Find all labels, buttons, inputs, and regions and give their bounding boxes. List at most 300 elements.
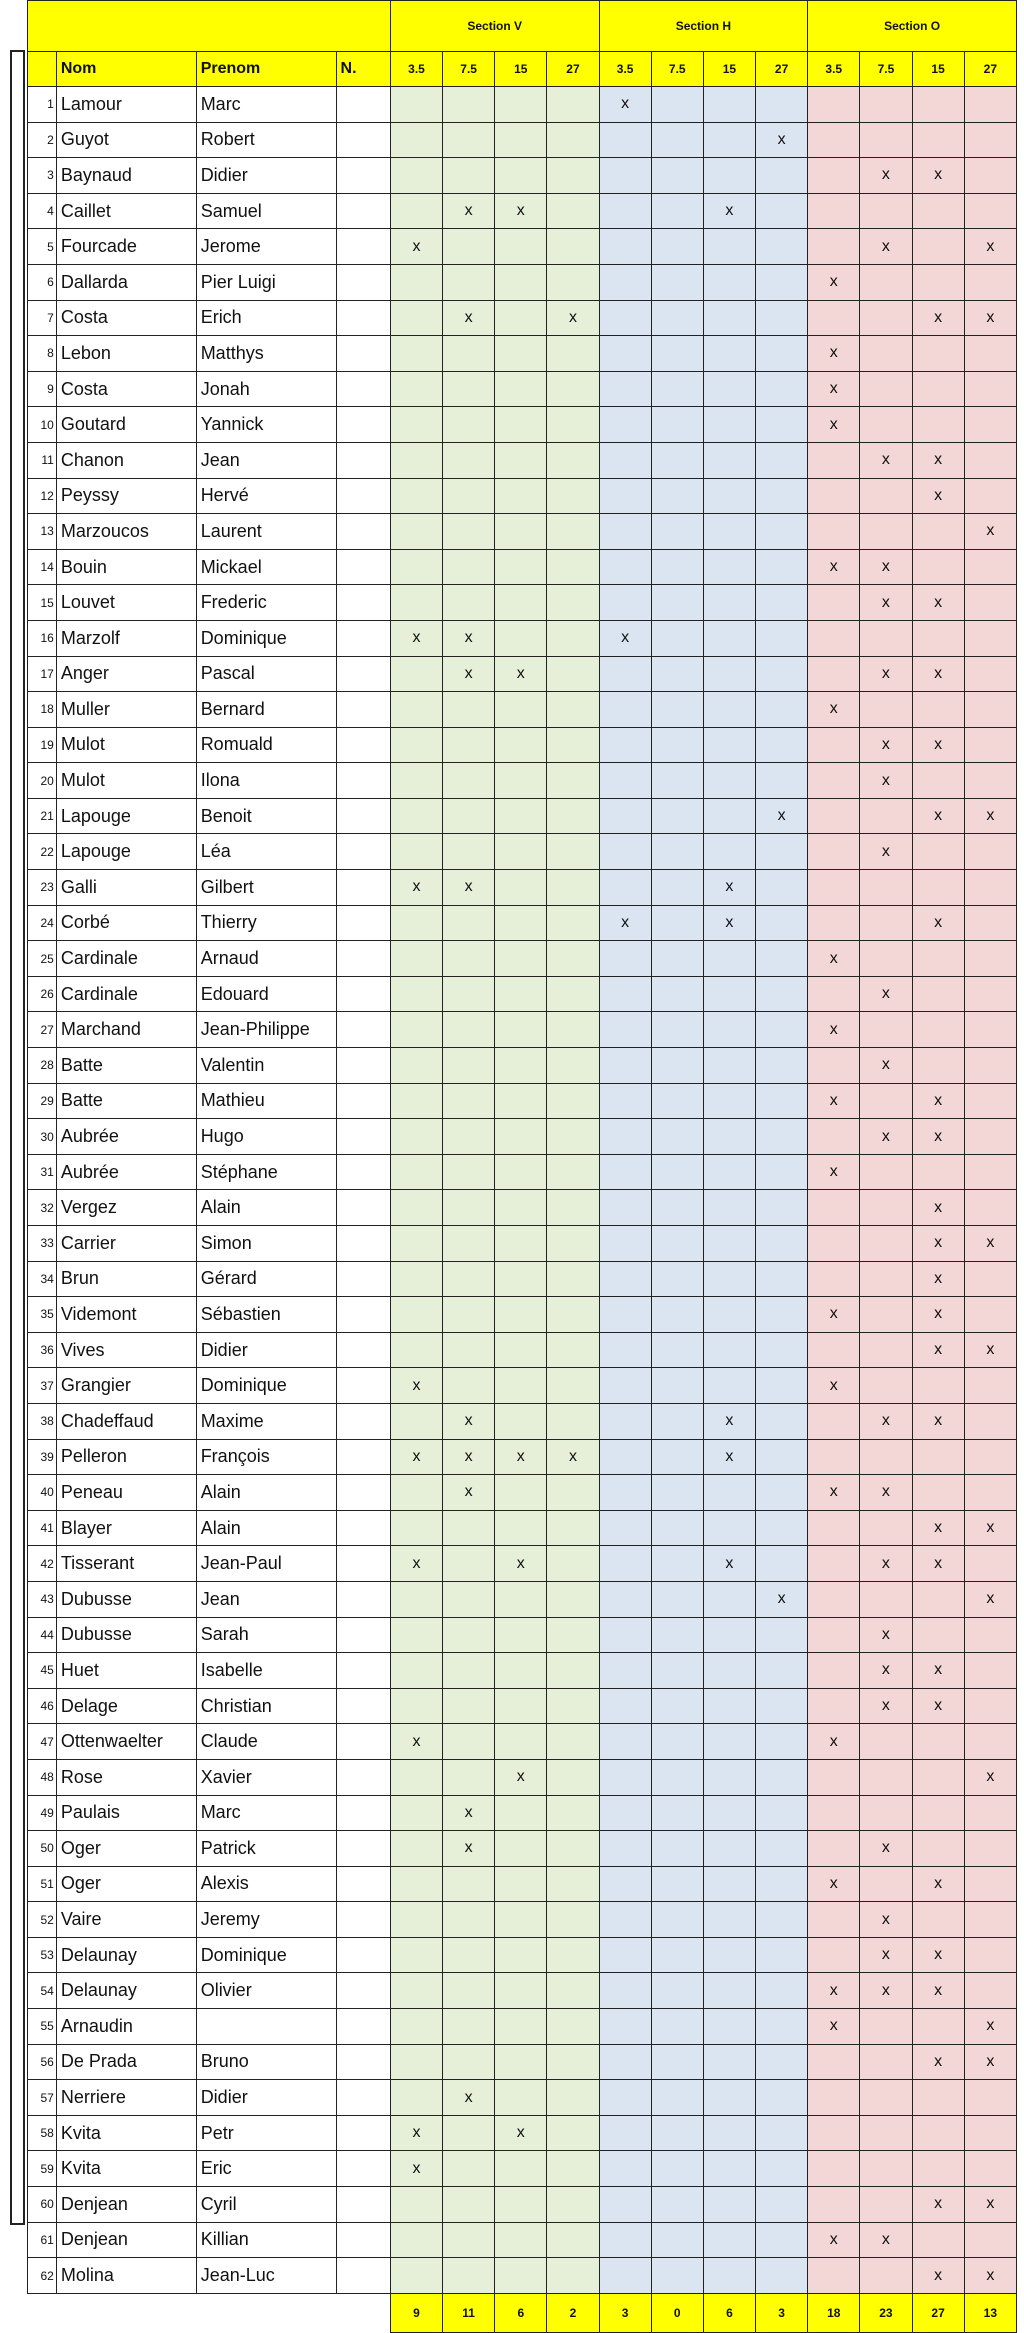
n-cell[interactable] [336,407,390,443]
mark-cell[interactable] [860,1368,912,1404]
mark-cell[interactable] [860,2187,912,2223]
mark-cell[interactable] [964,2115,1016,2151]
mark-cell[interactable]: x [912,2044,964,2080]
mark-cell[interactable] [808,585,860,621]
mark-cell[interactable] [808,1902,860,1938]
mark-cell[interactable] [443,1653,495,1689]
mark-cell[interactable]: x [808,371,860,407]
prenom-cell[interactable]: Didier [196,158,336,194]
mark-cell[interactable] [651,442,703,478]
mark-cell[interactable] [547,870,599,906]
mark-cell[interactable] [651,905,703,941]
mark-cell[interactable] [443,442,495,478]
mark-cell[interactable] [599,193,651,229]
mark-cell[interactable] [495,371,547,407]
mark-cell[interactable] [703,727,755,763]
mark-cell[interactable] [390,1226,442,1262]
mark-cell[interactable] [599,1119,651,1155]
mark-cell[interactable] [964,763,1016,799]
nom-cell[interactable]: Corbé [56,905,196,941]
mark-cell[interactable] [547,2115,599,2151]
mark-cell[interactable]: x [912,478,964,514]
mark-cell[interactable]: x [860,1403,912,1439]
mark-cell[interactable] [964,2080,1016,2116]
mark-cell[interactable] [390,1332,442,1368]
mark-cell[interactable] [651,798,703,834]
mark-cell[interactable] [703,514,755,550]
mark-cell[interactable] [860,870,912,906]
nom-cell[interactable]: Peneau [56,1475,196,1511]
mark-cell[interactable] [599,1831,651,1867]
mark-cell[interactable] [443,1546,495,1582]
mark-cell[interactable] [808,229,860,265]
mark-cell[interactable] [912,514,964,550]
mark-cell[interactable]: x [912,1332,964,1368]
mark-cell[interactable] [651,1546,703,1582]
mark-cell[interactable]: x [808,1083,860,1119]
mark-cell[interactable] [599,1866,651,1902]
mark-cell[interactable] [390,798,442,834]
mark-cell[interactable] [912,1012,964,1048]
mark-cell[interactable] [756,2080,808,2116]
mark-cell[interactable] [964,122,1016,158]
mark-cell[interactable] [547,2222,599,2258]
mark-cell[interactable]: x [443,193,495,229]
prenom-cell[interactable]: Hervé [196,478,336,514]
mark-cell[interactable]: x [860,585,912,621]
mark-cell[interactable] [756,229,808,265]
mark-cell[interactable] [495,692,547,728]
nom-cell[interactable]: Ottenwaelter [56,1724,196,1760]
mark-cell[interactable] [495,1083,547,1119]
mark-cell[interactable] [495,2044,547,2080]
n-cell[interactable] [336,2222,390,2258]
mark-cell[interactable] [495,1866,547,1902]
mark-cell[interactable] [390,763,442,799]
mark-cell[interactable]: x [808,1973,860,2009]
mark-cell[interactable] [599,2258,651,2294]
mark-cell[interactable] [703,1226,755,1262]
mark-cell[interactable] [964,1795,1016,1831]
mark-cell[interactable]: x [808,264,860,300]
mark-cell[interactable] [651,300,703,336]
prenom-cell[interactable]: Dominique [196,1937,336,1973]
mark-cell[interactable] [703,1688,755,1724]
prenom-cell[interactable]: Romuald [196,727,336,763]
mark-cell[interactable] [599,976,651,1012]
mark-cell[interactable] [756,1048,808,1084]
mark-cell[interactable] [756,549,808,585]
mark-cell[interactable] [703,478,755,514]
mark-cell[interactable] [756,478,808,514]
mark-cell[interactable] [547,478,599,514]
mark-cell[interactable] [651,2044,703,2080]
mark-cell[interactable] [495,1226,547,1262]
mark-cell[interactable] [443,2115,495,2151]
mark-cell[interactable] [703,2044,755,2080]
mark-cell[interactable] [651,122,703,158]
mark-cell[interactable] [860,1866,912,1902]
prenom-cell[interactable]: Frederic [196,585,336,621]
mark-cell[interactable] [599,1297,651,1333]
mark-cell[interactable]: x [703,1403,755,1439]
mark-cell[interactable]: x [703,1439,755,1475]
mark-cell[interactable] [808,442,860,478]
mark-cell[interactable] [651,1297,703,1333]
mark-cell[interactable] [964,1297,1016,1333]
mark-cell[interactable]: x [443,870,495,906]
mark-cell[interactable] [599,1581,651,1617]
mark-cell[interactable] [390,1688,442,1724]
mark-cell[interactable] [547,1332,599,1368]
mark-cell[interactable] [808,2080,860,2116]
mark-cell[interactable]: x [912,1403,964,1439]
mark-cell[interactable] [390,585,442,621]
mark-cell[interactable] [703,1083,755,1119]
mark-cell[interactable] [547,1724,599,1760]
mark-cell[interactable] [599,1475,651,1511]
mark-cell[interactable] [703,1724,755,1760]
mark-cell[interactable] [964,1439,1016,1475]
mark-cell[interactable] [599,1190,651,1226]
mark-cell[interactable] [443,1332,495,1368]
mark-cell[interactable] [495,941,547,977]
nom-cell[interactable]: Marzolf [56,620,196,656]
mark-cell[interactable] [651,158,703,194]
mark-cell[interactable] [651,2115,703,2151]
mark-cell[interactable] [912,2009,964,2045]
mark-cell[interactable] [599,1332,651,1368]
mark-cell[interactable] [495,1403,547,1439]
nom-cell[interactable]: Caillet [56,193,196,229]
mark-cell[interactable] [599,336,651,372]
mark-cell[interactable] [651,1581,703,1617]
n-cell[interactable] [336,1581,390,1617]
mark-cell[interactable] [703,1368,755,1404]
mark-cell[interactable] [808,1546,860,1582]
mark-cell[interactable] [390,692,442,728]
mark-cell[interactable] [547,1190,599,1226]
mark-cell[interactable]: x [860,976,912,1012]
mark-cell[interactable] [808,193,860,229]
mark-cell[interactable] [703,1973,755,2009]
prenom-cell[interactable]: Léa [196,834,336,870]
mark-cell[interactable] [964,585,1016,621]
mark-cell[interactable] [495,336,547,372]
mark-cell[interactable] [756,1653,808,1689]
mark-cell[interactable] [756,1546,808,1582]
nom-cell[interactable]: Louvet [56,585,196,621]
prenom-cell[interactable]: Alain [196,1510,336,1546]
mark-cell[interactable] [495,1724,547,1760]
mark-cell[interactable]: x [703,193,755,229]
nom-cell[interactable]: Rose [56,1759,196,1795]
mark-cell[interactable] [651,834,703,870]
mark-cell[interactable]: x [808,1866,860,1902]
mark-cell[interactable] [599,727,651,763]
mark-cell[interactable] [964,620,1016,656]
mark-cell[interactable] [390,1510,442,1546]
mark-cell[interactable] [756,834,808,870]
nom-cell[interactable]: Marzoucos [56,514,196,550]
mark-cell[interactable] [651,1937,703,1973]
mark-cell[interactable]: x [599,905,651,941]
mark-cell[interactable] [495,1973,547,2009]
nom-cell[interactable]: Vaire [56,1902,196,1938]
prenom-cell[interactable]: Simon [196,1226,336,1262]
n-cell[interactable] [336,264,390,300]
mark-cell[interactable] [390,1119,442,1155]
mark-cell[interactable]: x [912,442,964,478]
mark-cell[interactable] [547,798,599,834]
mark-cell[interactable] [703,1012,755,1048]
nom-cell[interactable]: Dallarda [56,264,196,300]
mark-cell[interactable] [964,1012,1016,1048]
nom-cell[interactable]: Aubrée [56,1119,196,1155]
n-cell[interactable] [336,1866,390,1902]
mark-cell[interactable] [964,1831,1016,1867]
mark-cell[interactable] [964,193,1016,229]
n-cell[interactable] [336,1261,390,1297]
mark-cell[interactable]: x [860,2222,912,2258]
mark-cell[interactable] [703,229,755,265]
mark-cell[interactable] [860,1226,912,1262]
mark-cell[interactable] [912,407,964,443]
mark-cell[interactable] [599,1546,651,1582]
mark-cell[interactable] [390,1937,442,1973]
mark-cell[interactable] [756,1937,808,1973]
mark-cell[interactable] [599,1617,651,1653]
mark-cell[interactable] [651,2080,703,2116]
mark-cell[interactable] [860,798,912,834]
mark-cell[interactable] [964,656,1016,692]
nom-cell[interactable]: Pelleron [56,1439,196,1475]
prenom-cell[interactable]: Eric [196,2151,336,2187]
mark-cell[interactable] [860,514,912,550]
mark-cell[interactable]: x [964,2258,1016,2294]
mark-cell[interactable] [443,1617,495,1653]
nom-cell[interactable]: Mulot [56,727,196,763]
mark-cell[interactable]: x [912,905,964,941]
prenom-cell[interactable]: Dominique [196,620,336,656]
mark-cell[interactable]: x [495,2115,547,2151]
mark-cell[interactable] [860,905,912,941]
mark-cell[interactable] [390,1190,442,1226]
mark-cell[interactable] [703,1475,755,1511]
mark-cell[interactable] [651,1119,703,1155]
mark-cell[interactable] [860,193,912,229]
mark-cell[interactable] [547,727,599,763]
mark-cell[interactable] [495,1297,547,1333]
mark-cell[interactable] [756,336,808,372]
mark-cell[interactable]: x [860,1475,912,1511]
mark-cell[interactable] [547,620,599,656]
n-cell[interactable] [336,1048,390,1084]
mark-cell[interactable] [912,193,964,229]
mark-cell[interactable]: x [912,158,964,194]
mark-cell[interactable] [443,2258,495,2294]
mark-cell[interactable] [443,2187,495,2223]
mark-cell[interactable] [756,2115,808,2151]
n-cell[interactable] [336,514,390,550]
mark-cell[interactable] [443,1724,495,1760]
mark-cell[interactable] [443,1937,495,1973]
mark-cell[interactable] [808,2115,860,2151]
mark-cell[interactable] [390,1795,442,1831]
n-cell[interactable] [336,727,390,763]
mark-cell[interactable] [964,2222,1016,2258]
mark-cell[interactable] [808,478,860,514]
mark-cell[interactable] [599,300,651,336]
mark-cell[interactable] [756,1297,808,1333]
prenom-cell[interactable]: Claude [196,1724,336,1760]
prenom-cell[interactable]: Xavier [196,1759,336,1795]
mark-cell[interactable]: x [964,300,1016,336]
mark-cell[interactable] [756,620,808,656]
prenom-cell[interactable]: Didier [196,1332,336,1368]
mark-cell[interactable] [912,1617,964,1653]
mark-cell[interactable] [651,1475,703,1511]
mark-cell[interactable] [808,620,860,656]
mark-cell[interactable] [860,1154,912,1190]
mark-cell[interactable] [756,2187,808,2223]
mark-cell[interactable] [390,478,442,514]
mark-cell[interactable] [495,2151,547,2187]
mark-cell[interactable]: x [443,300,495,336]
mark-cell[interactable]: x [912,1546,964,1582]
mark-cell[interactable] [390,1581,442,1617]
mark-cell[interactable]: x [808,1368,860,1404]
mark-cell[interactable] [651,1617,703,1653]
n-cell[interactable] [336,2115,390,2151]
n-cell[interactable] [336,1546,390,1582]
nom-cell[interactable]: Marchand [56,1012,196,1048]
mark-cell[interactable] [495,1937,547,1973]
mark-cell[interactable] [912,2222,964,2258]
mark-cell[interactable] [703,1759,755,1795]
mark-cell[interactable] [390,1653,442,1689]
mark-cell[interactable]: x [703,870,755,906]
mark-cell[interactable]: x [808,1154,860,1190]
mark-cell[interactable] [599,478,651,514]
mark-cell[interactable] [443,549,495,585]
mark-cell[interactable] [964,1190,1016,1226]
mark-cell[interactable] [390,1475,442,1511]
prenom-cell[interactable]: Bruno [196,2044,336,2080]
prenom-cell[interactable]: Laurent [196,514,336,550]
mark-cell[interactable]: x [964,1226,1016,1262]
prenom-cell[interactable]: Alexis [196,1866,336,1902]
mark-cell[interactable] [599,229,651,265]
mark-cell[interactable] [703,2258,755,2294]
mark-cell[interactable] [756,2151,808,2187]
nom-cell[interactable]: Denjean [56,2222,196,2258]
nom-cell[interactable]: Batte [56,1048,196,1084]
mark-cell[interactable] [599,1902,651,1938]
mark-cell[interactable]: x [703,1546,755,1582]
mark-cell[interactable] [860,371,912,407]
mark-cell[interactable]: x [443,2080,495,2116]
prenom-cell[interactable]: Jean-Luc [196,2258,336,2294]
n-cell[interactable] [336,442,390,478]
mark-cell[interactable] [912,1154,964,1190]
n-cell[interactable] [336,585,390,621]
mark-cell[interactable] [912,941,964,977]
mark-cell[interactable] [443,941,495,977]
nom-cell[interactable]: Huet [56,1653,196,1689]
mark-cell[interactable] [912,2115,964,2151]
mark-cell[interactable] [547,585,599,621]
mark-cell[interactable] [808,87,860,123]
mark-cell[interactable] [599,1439,651,1475]
mark-cell[interactable] [651,1261,703,1297]
mark-cell[interactable] [912,549,964,585]
mark-cell[interactable] [912,1902,964,1938]
mark-cell[interactable] [599,407,651,443]
mark-cell[interactable] [964,692,1016,728]
mark-cell[interactable] [912,264,964,300]
mark-cell[interactable] [912,692,964,728]
mark-cell[interactable] [912,1831,964,1867]
mark-cell[interactable] [651,727,703,763]
mark-cell[interactable] [443,763,495,799]
nom-cell[interactable]: Oger [56,1831,196,1867]
mark-cell[interactable] [756,2222,808,2258]
nom-cell[interactable]: Tisserant [56,1546,196,1582]
mark-cell[interactable] [860,1510,912,1546]
mark-cell[interactable] [651,193,703,229]
mark-cell[interactable] [651,514,703,550]
prenom-cell[interactable]: Arnaud [196,941,336,977]
mark-cell[interactable] [756,763,808,799]
nom-cell[interactable]: De Prada [56,2044,196,2080]
mark-cell[interactable]: x [495,1546,547,1582]
mark-cell[interactable] [703,2115,755,2151]
mark-cell[interactable] [756,514,808,550]
mark-cell[interactable] [912,1581,964,1617]
nom-cell[interactable]: Arnaudin [56,2009,196,2045]
mark-cell[interactable] [390,264,442,300]
mark-cell[interactable] [495,229,547,265]
mark-cell[interactable] [651,2187,703,2223]
mark-cell[interactable] [808,870,860,906]
mark-cell[interactable] [495,1653,547,1689]
mark-cell[interactable] [495,905,547,941]
mark-cell[interactable] [860,1297,912,1333]
mark-cell[interactable] [390,549,442,585]
mark-cell[interactable] [756,870,808,906]
mark-cell[interactable]: x [703,905,755,941]
mark-cell[interactable] [912,870,964,906]
mark-cell[interactable] [495,763,547,799]
nom-cell[interactable]: Delaunay [56,1937,196,1973]
mark-cell[interactable] [390,656,442,692]
mark-cell[interactable]: x [495,193,547,229]
mark-cell[interactable]: x [912,1866,964,1902]
mark-cell[interactable] [495,2258,547,2294]
mark-cell[interactable] [651,1190,703,1226]
mark-cell[interactable] [599,2009,651,2045]
mark-cell[interactable] [964,549,1016,585]
mark-cell[interactable] [703,976,755,1012]
mark-cell[interactable]: x [547,300,599,336]
mark-cell[interactable] [495,407,547,443]
nom-cell[interactable]: Peyssy [56,478,196,514]
mark-cell[interactable] [808,1759,860,1795]
mark-cell[interactable] [390,1083,442,1119]
mark-cell[interactable] [547,692,599,728]
mark-cell[interactable]: x [964,2009,1016,2045]
